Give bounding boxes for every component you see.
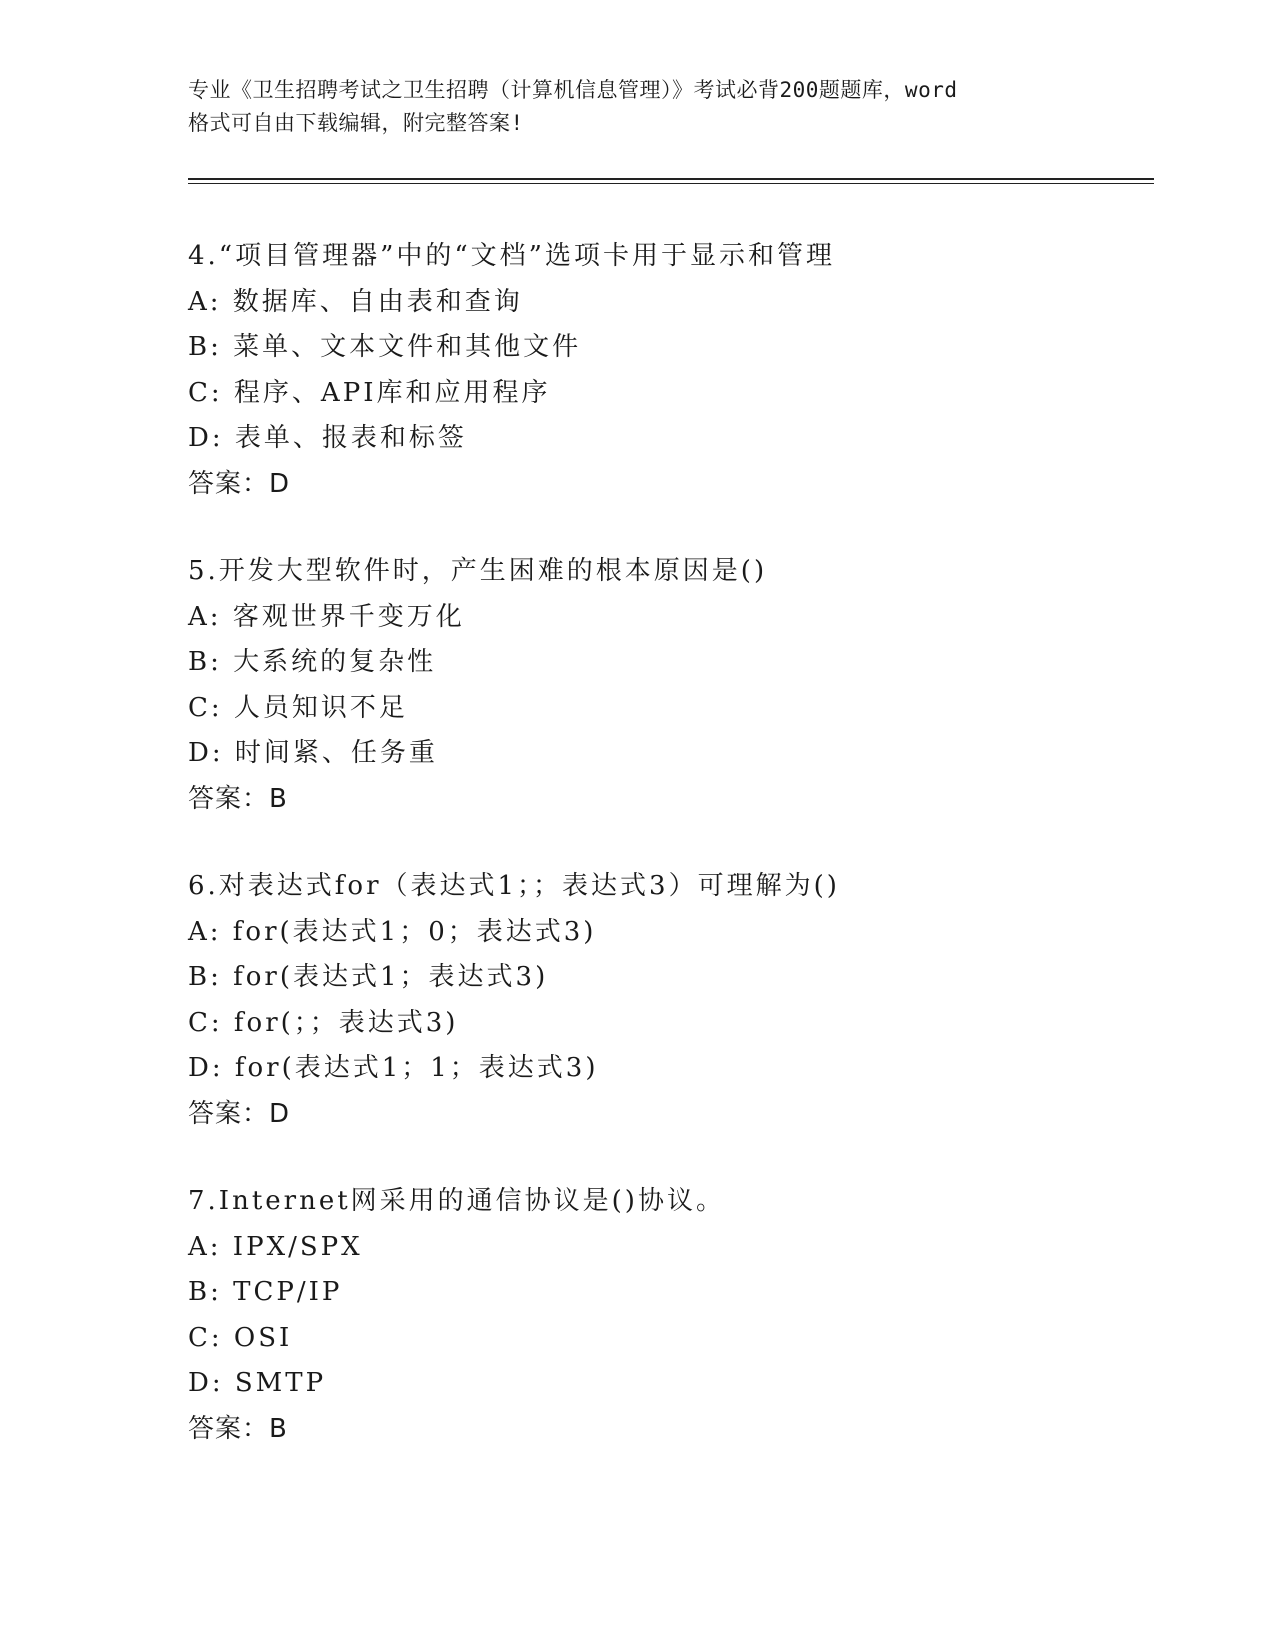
option-d: D: 表单、报表和标签 (188, 423, 467, 453)
document-header (188, 74, 1088, 140)
option-a: A: IPX/SPX (188, 1231, 363, 1262)
option-a: A: for(表达式1；0；表达式3) (188, 916, 597, 947)
question-stem: 4.“项目管理器”中的“文档”选项卡用于显示和管理 (188, 241, 835, 271)
header-line-1: 专业《卫生招聘考试之卫生招聘（计算机信息管理）》考试必背200题题库，word (188, 78, 958, 102)
option-d: D: SMTP (188, 1368, 327, 1398)
answer-line: 答案：B (188, 1413, 288, 1444)
header-divider-top (188, 178, 1154, 180)
option-d: D: for(表达式1；1；表达式3) (188, 1053, 599, 1083)
question-stem: 5.开发大型软件时，产生困难的根本原因是() (188, 556, 768, 586)
question-item (188, 549, 1148, 822)
option-b: B: 菜单、文本文件和其他文件 (188, 332, 582, 362)
option-a: A: 数据库、自由表和查询 (188, 286, 523, 317)
option-a: A: 客观世界千变万化 (188, 601, 465, 632)
option-d: D: 时间紧、任务重 (188, 738, 438, 768)
option-b: B: 大系统的复杂性 (188, 647, 437, 677)
question-item (188, 1179, 1148, 1452)
answer-line: 答案：D (188, 468, 291, 499)
question-stem: 6.对表达式for（表达式1；；表达式3）可理解为() (188, 871, 840, 901)
option-c: C: OSI (188, 1322, 293, 1353)
question-list (188, 234, 1148, 1494)
answer-line: 答案：B (188, 783, 288, 814)
answer-line: 答案：D (188, 1098, 291, 1129)
question-item (188, 864, 1148, 1137)
option-c: C: for(；；表达式3) (188, 1007, 459, 1038)
question-item (188, 234, 1148, 507)
option-b: B: for(表达式1；表达式3) (188, 962, 549, 992)
header-line-2: 格式可自由下载编辑，附完整答案! (188, 111, 524, 135)
option-b: B: TCP/IP (188, 1277, 343, 1307)
option-c: C: 程序、API库和应用程序 (188, 377, 551, 408)
question-stem: 7.Internet网采用的通信协议是()协议。 (188, 1186, 725, 1216)
header-divider-bottom (188, 183, 1154, 184)
option-c: C: 人员知识不足 (188, 692, 408, 723)
